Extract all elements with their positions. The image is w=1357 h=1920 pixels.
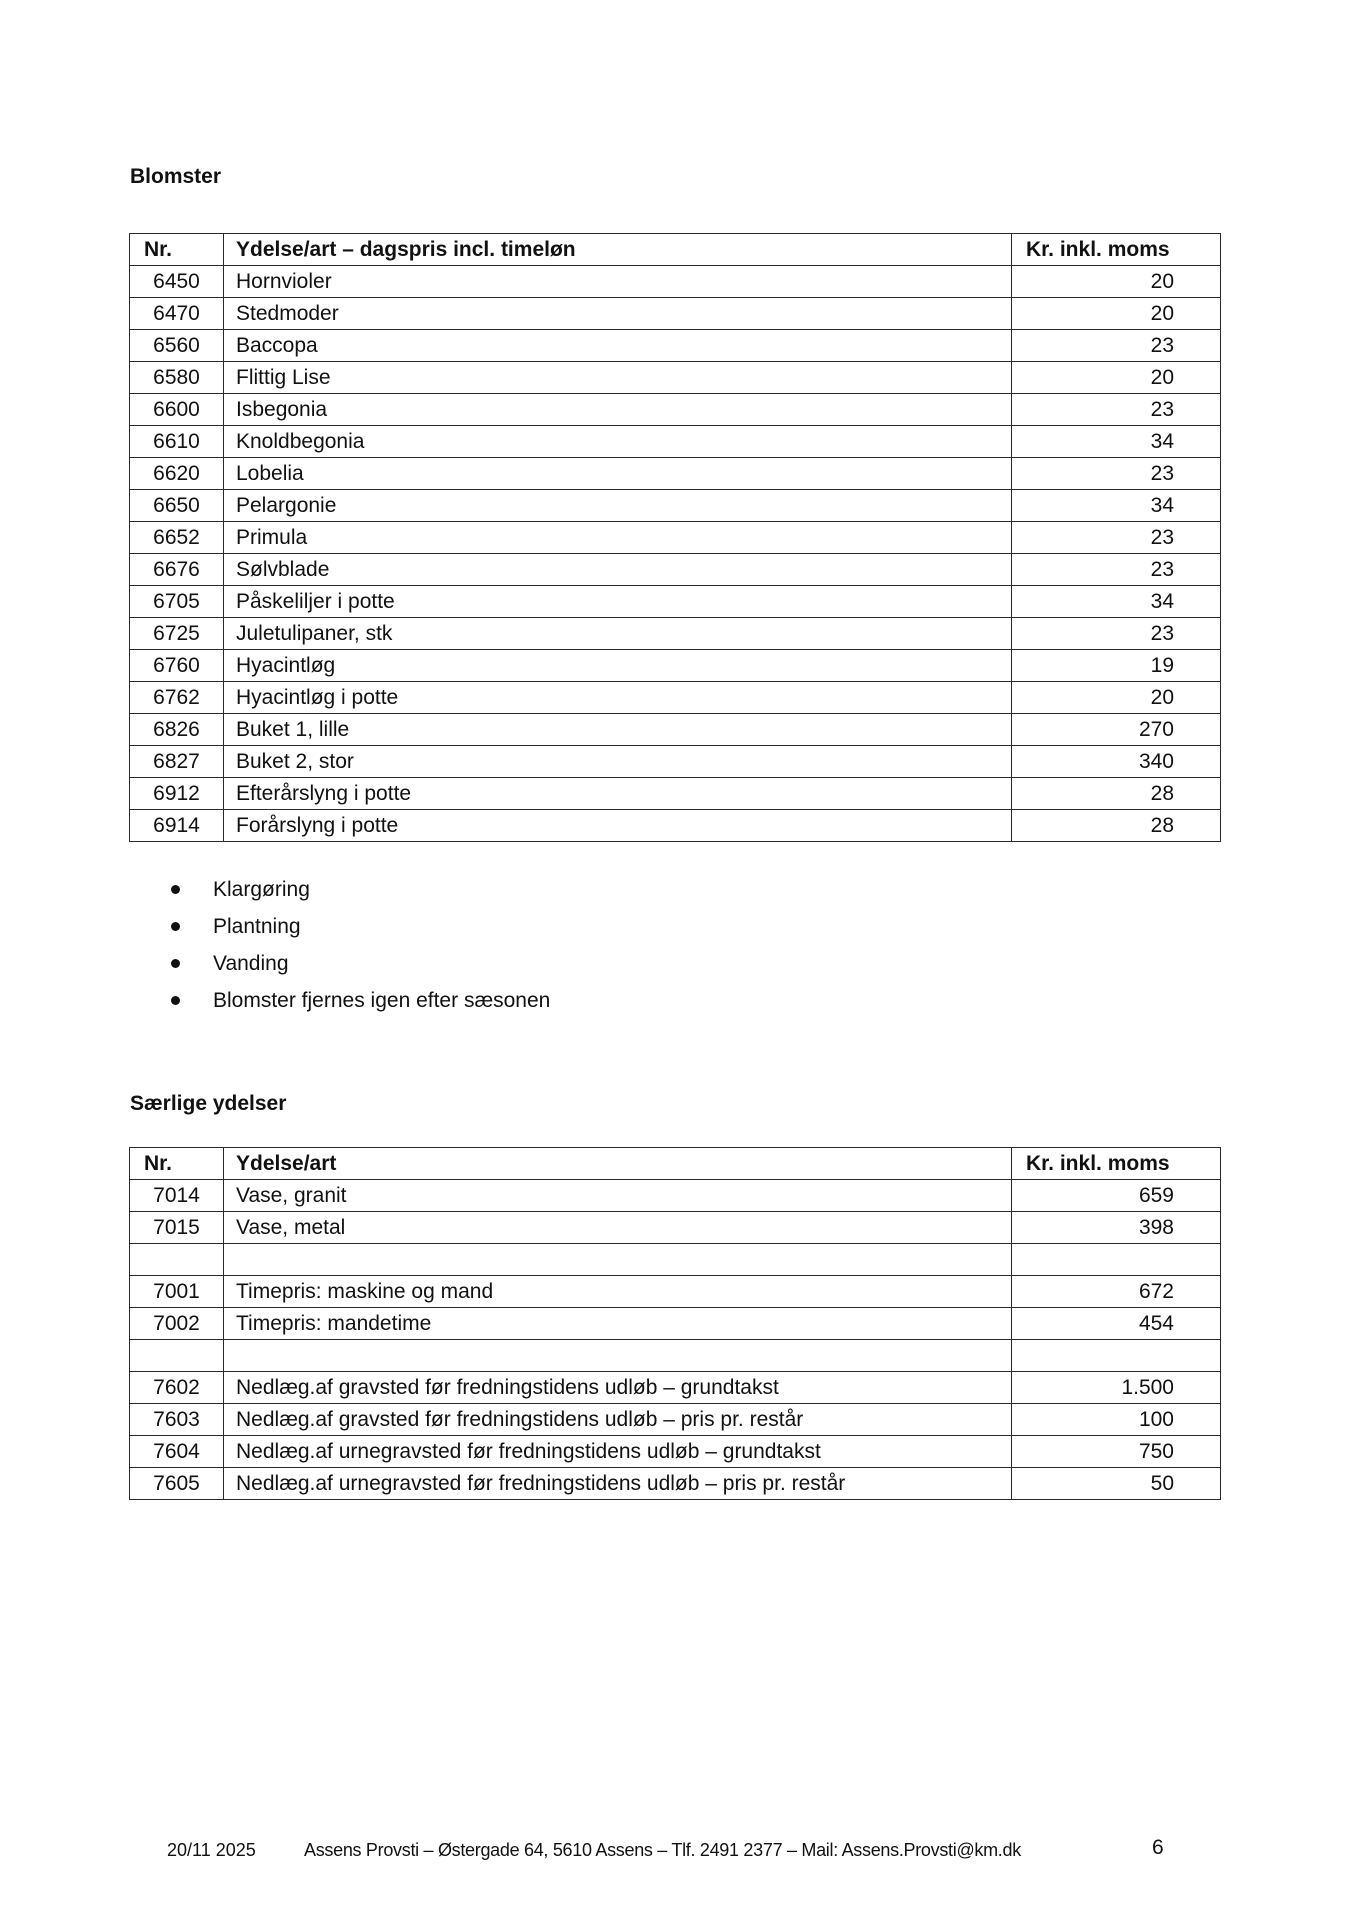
cell-nr: 6610 (130, 426, 224, 458)
table-row (130, 746, 1221, 778)
cell-ydelse (224, 1244, 1012, 1276)
cell-price: 20 (1012, 362, 1221, 394)
cell-nr: 6620 (130, 458, 224, 490)
bullet-icon (171, 996, 180, 1005)
table-row (130, 554, 1221, 586)
cell-nr: 6676 (130, 554, 224, 586)
cell-ydelse: Vase, metal (224, 1212, 1012, 1244)
list-item (160, 983, 550, 1020)
cell-nr: 6760 (130, 650, 224, 682)
cell-ydelse: Isbegonia (224, 394, 1012, 426)
table-row (130, 1340, 1221, 1372)
cell-price: 23 (1012, 618, 1221, 650)
cell-price: 270 (1012, 714, 1221, 746)
cell-nr (130, 1340, 224, 1372)
list-item (160, 872, 550, 909)
page-number: 6 (1152, 1836, 1164, 1859)
cell-ydelse: Nedlæg.af gravsted før fredningstidens udløb – grundtakst (224, 1372, 1012, 1404)
cell-ydelse: Nedlæg.af urnegravsted før fredningstidens udløb – pris pr. restår (224, 1468, 1012, 1500)
cell-price: 19 (1012, 650, 1221, 682)
cell-price: 23 (1012, 394, 1221, 426)
cell-nr: 6762 (130, 682, 224, 714)
cell-price: 454 (1012, 1308, 1221, 1340)
cell-price: 659 (1012, 1180, 1221, 1212)
cell-price: 20 (1012, 298, 1221, 330)
cell-nr: 6650 (130, 490, 224, 522)
table-row (130, 682, 1221, 714)
cell-ydelse: Stedmoder (224, 298, 1012, 330)
cell-price: 23 (1012, 522, 1221, 554)
cell-nr: 7602 (130, 1372, 224, 1404)
cell-ydelse: Vase, granit (224, 1180, 1012, 1212)
cell-nr: 6827 (130, 746, 224, 778)
table-row (130, 426, 1221, 458)
cell-price: 20 (1012, 682, 1221, 714)
table-row (130, 1308, 1221, 1340)
cell-ydelse: Baccopa (224, 330, 1012, 362)
cell-price (1012, 1244, 1221, 1276)
cell-nr: 6450 (130, 266, 224, 298)
cell-price: 23 (1012, 458, 1221, 490)
table-row (130, 1244, 1221, 1276)
cell-nr: 6580 (130, 362, 224, 394)
cell-ydelse: Juletulipaner, stk (224, 618, 1012, 650)
cell-price: 340 (1012, 746, 1221, 778)
cell-price: 1.500 (1012, 1372, 1221, 1404)
table-row (130, 330, 1221, 362)
cell-ydelse: Flittig Lise (224, 362, 1012, 394)
blomster-includes-list (160, 872, 550, 1020)
cell-nr: 7605 (130, 1468, 224, 1500)
table-row (130, 618, 1221, 650)
cell-ydelse: Påskeliljer i potte (224, 586, 1012, 618)
cell-ydelse: Efterårslyng i potte (224, 778, 1012, 810)
bullet-icon (171, 959, 180, 968)
cell-price: 750 (1012, 1436, 1221, 1468)
cell-ydelse: Nedlæg.af gravsted før fredningstidens udløb – pris pr. restår (224, 1404, 1012, 1436)
table-row (130, 1436, 1221, 1468)
column-header-price: Kr. inkl. moms (1012, 234, 1221, 266)
table-row (130, 490, 1221, 522)
bullet-icon (171, 922, 180, 931)
list-item (160, 946, 550, 983)
cell-price: 28 (1012, 810, 1221, 842)
cell-price: 34 (1012, 586, 1221, 618)
cell-ydelse: Primula (224, 522, 1012, 554)
cell-ydelse: Hyacintløg (224, 650, 1012, 682)
cell-nr: 6560 (130, 330, 224, 362)
cell-nr: 7603 (130, 1404, 224, 1436)
cell-price: 23 (1012, 330, 1221, 362)
cell-ydelse: Buket 1, lille (224, 714, 1012, 746)
cell-ydelse (224, 1340, 1012, 1372)
table-row (130, 714, 1221, 746)
cell-nr: 6470 (130, 298, 224, 330)
table-row (130, 522, 1221, 554)
list-item-text: Plantning (213, 915, 301, 938)
cell-ydelse: Sølvblade (224, 554, 1012, 586)
footer-date: 20/11 2025 (167, 1840, 256, 1860)
cell-price: 34 (1012, 490, 1221, 522)
table-row (130, 1372, 1221, 1404)
cell-price: 672 (1012, 1276, 1221, 1308)
table-row (130, 458, 1221, 490)
column-header-ydelse: Ydelse/art (224, 1148, 1012, 1180)
cell-nr (130, 1244, 224, 1276)
cell-nr: 6826 (130, 714, 224, 746)
cell-ydelse: Forårslyng i potte (224, 810, 1012, 842)
cell-nr: 7604 (130, 1436, 224, 1468)
cell-ydelse: Knoldbegonia (224, 426, 1012, 458)
column-header-price: Kr. inkl. moms (1012, 1148, 1221, 1180)
cell-ydelse: Lobelia (224, 458, 1012, 490)
table-row (130, 1180, 1221, 1212)
column-header-ydelse: Ydelse/art – dagspris incl. timeløn (224, 234, 1012, 266)
cell-price: 50 (1012, 1468, 1221, 1500)
table-row (130, 394, 1221, 426)
table-row (130, 810, 1221, 842)
cell-nr: 7001 (130, 1276, 224, 1308)
section-heading-saerlige-ydelser: Særlige ydelser (130, 1092, 287, 1115)
cell-price: 20 (1012, 266, 1221, 298)
cell-ydelse: Buket 2, stor (224, 746, 1012, 778)
cell-nr: 6705 (130, 586, 224, 618)
table-row (130, 362, 1221, 394)
cell-price (1012, 1340, 1221, 1372)
cell-ydelse: Pelargonie (224, 490, 1012, 522)
table-row (130, 1212, 1221, 1244)
bullet-icon (171, 885, 180, 894)
cell-nr: 6600 (130, 394, 224, 426)
table-header-row (130, 1148, 1221, 1180)
cell-nr: 6725 (130, 618, 224, 650)
footer-address: Assens Provsti – Østergade 64, 5610 Assens – Tlf. 2491 2377 – Mail: Assens.Provsti@km.dk (304, 1840, 1021, 1860)
blomster-price-table (129, 233, 1221, 842)
table-row (130, 1404, 1221, 1436)
column-header-nr: Nr. (130, 234, 224, 266)
cell-nr: 7002 (130, 1308, 224, 1340)
cell-ydelse: Hyacintløg i potte (224, 682, 1012, 714)
cell-nr: 6914 (130, 810, 224, 842)
cell-price: 398 (1012, 1212, 1221, 1244)
cell-price: 34 (1012, 426, 1221, 458)
list-item (160, 909, 550, 946)
column-header-nr: Nr. (130, 1148, 224, 1180)
table-row (130, 1468, 1221, 1500)
cell-ydelse: Timepris: mandetime (224, 1308, 1012, 1340)
table-row (130, 778, 1221, 810)
table-row (130, 266, 1221, 298)
list-item-text: Klargøring (213, 878, 310, 901)
section-heading-blomster: Blomster (130, 165, 222, 188)
saerlige-ydelser-price-table (129, 1147, 1221, 1500)
cell-nr: 6912 (130, 778, 224, 810)
cell-ydelse: Nedlæg.af urnegravsted før fredningstidens udløb – grundtakst (224, 1436, 1012, 1468)
cell-nr: 6652 (130, 522, 224, 554)
table-header-row (130, 234, 1221, 266)
cell-ydelse: Timepris: maskine og mand (224, 1276, 1012, 1308)
table-row (130, 298, 1221, 330)
list-item-text: Vanding (213, 952, 289, 975)
table-row (130, 1276, 1221, 1308)
cell-price: 28 (1012, 778, 1221, 810)
table-row (130, 650, 1221, 682)
cell-price: 23 (1012, 554, 1221, 586)
cell-nr: 7015 (130, 1212, 224, 1244)
cell-ydelse: Hornvioler (224, 266, 1012, 298)
cell-price: 100 (1012, 1404, 1221, 1436)
list-item-text: Blomster fjernes igen efter sæsonen (213, 989, 551, 1012)
table-row (130, 586, 1221, 618)
cell-nr: 7014 (130, 1180, 224, 1212)
